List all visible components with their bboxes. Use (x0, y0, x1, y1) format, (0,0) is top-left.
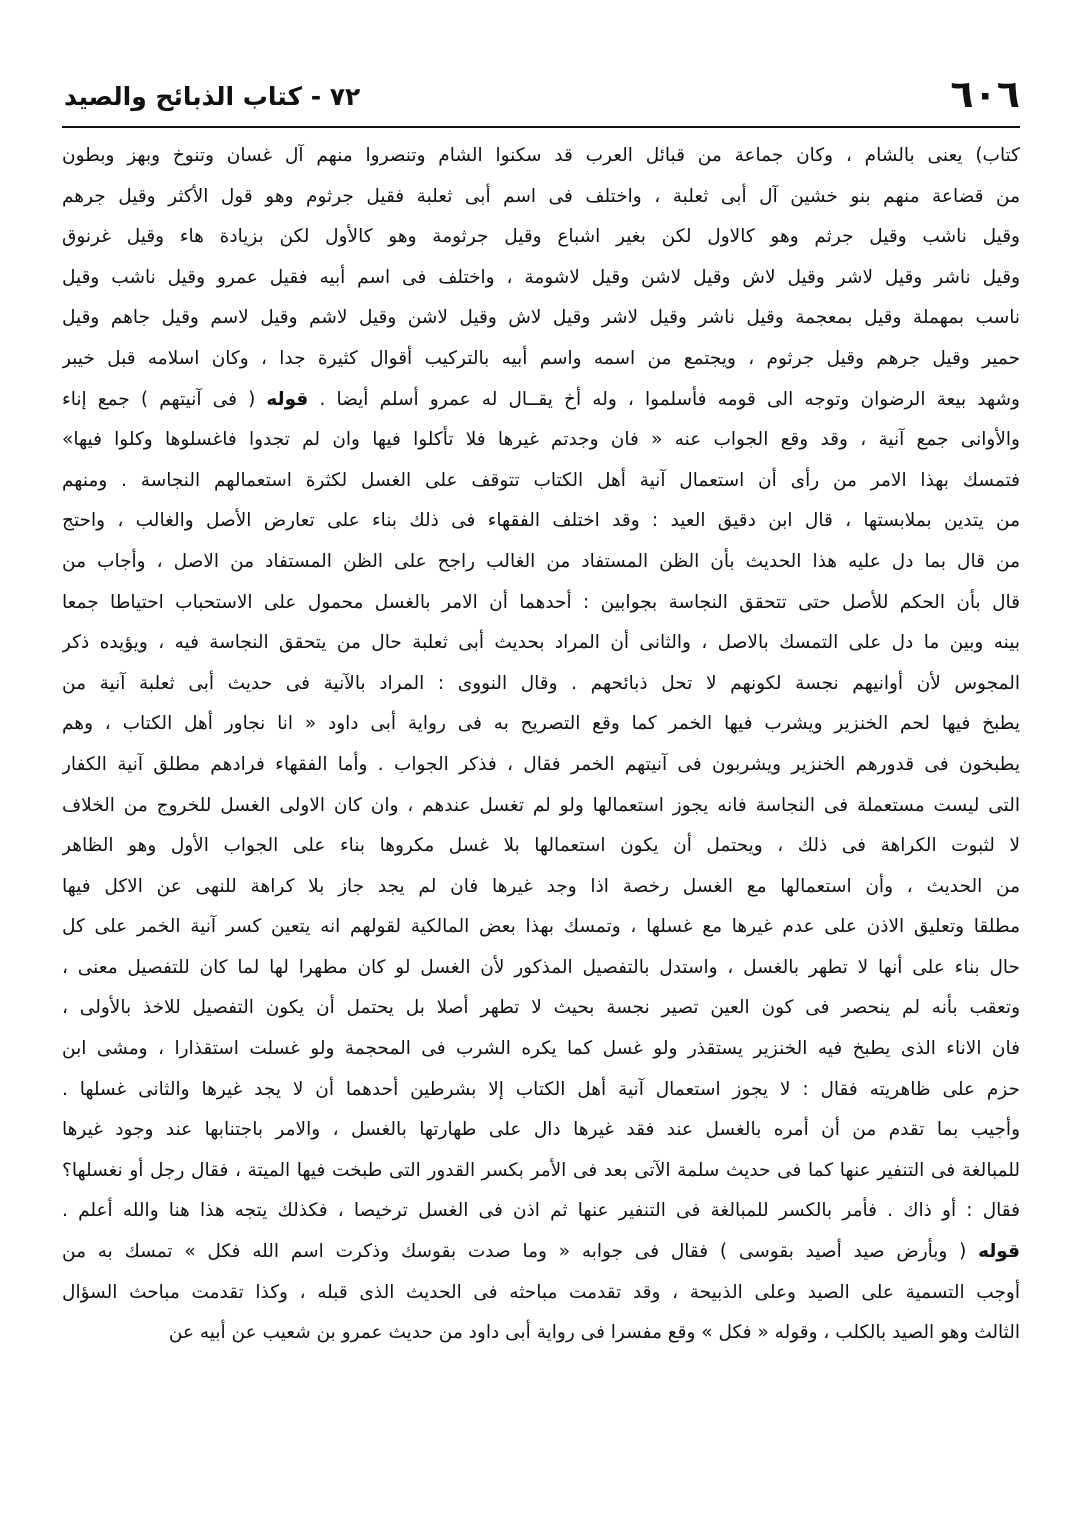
text-segment: كتاب) يعنى بالشام ، وكان جماعة من قبائل العرب قد سكنوا الشام وتنصروا منهم آل غسان وتنوخ وبهز وبطون (62, 145, 1020, 166)
text-segment: للمبالغة فى التنفير عنها كما فى حديث سلمة الآتى بعد فى الأمر بكسر القدور التى طبخت فيها الميتة ، فقال رجل أو نغسلها؟ (62, 1159, 1020, 1181)
keyword-qawluh: قوله (978, 1241, 1020, 1263)
text-segment: أوجب التسمية على الصيد وعلى الذبيحة ، وقد تقدمت مباحثه فى الحديث الذى قبله ، وكذا تقدمت مباحث السؤال (62, 1281, 1020, 1303)
text-line (62, 380, 1020, 421)
text-line (62, 948, 1020, 989)
text-line (62, 1273, 1020, 1314)
text-line (62, 826, 1020, 867)
text-line (62, 461, 1020, 502)
text-segment: حزم على ظاهريته فقال : لا يجوز استعمال آنية أهل الكتاب إلا بشرطين أحدهما أن لا يجد غيرها والثانى غسلها . (62, 1078, 1020, 1100)
text-segment: ناسب بمهملة وقيل بمعجمة وقيل ناشر وقيل لاشر وقيل لاش وقيل لاشن وقيل لاشم وقيل لاسم وقيل جاهم وقيل (62, 307, 1020, 329)
running-title: ٧٢ - كتاب الذبائح والصيد (64, 82, 361, 111)
text-line (62, 664, 1020, 705)
text-segment: من قضاعة منهم بنو خشين آل أبى ثعلبة ، واختلف فى اسم أبى ثعلبة فقيل جرثوم وهو قول الأكثر وقيل جرهم (62, 185, 1020, 207)
keyword-qawluh: قوله (266, 388, 309, 410)
text-segment: من الحديث ، وأن استعمالها مع الغسل رخصة اذا وجد غيرها فان لم يجد جاز بلا كراهة للنهى عن الاكل فيها (62, 875, 1020, 897)
text-line (62, 1313, 1020, 1354)
text-segment: فتمسك بهذا الامر من رأى أن استعمال آنية أهل الكتاب تتوقف على الغسل لكثرة استعمالهم النجاسة . ومنهم (62, 469, 1020, 491)
text-line (62, 745, 1020, 786)
text-line (62, 907, 1020, 948)
text-line (62, 1029, 1020, 1070)
text-line (62, 501, 1020, 542)
text-segment: وقيل ناشر وقيل لاشر وقيل لاش وقيل لاشن وقيل لاشومة ، واختلف فى اسم أبيه فقيل عمرو وقيل ناشب وقيل (62, 266, 1020, 288)
text-line (62, 1191, 1020, 1232)
text-line (62, 217, 1020, 258)
text-line (62, 988, 1020, 1029)
text-segment: حمير وقيل جرهم وقيل جرثوم ، ويجتمع من اسمه واسم أبيه بالتركيب أقوال كثيرة جدا ، وكان اسلامه قبل خيبر (62, 347, 1020, 369)
text-segment: ( فى آنيتهم ) جمع إناء (62, 388, 267, 410)
text-segment: فقال : أو ذاك . فأمر بالكسر للمبالغة فى التنفير عنها ثم اذن فى الغسل ترخيصا ، فكذلك يتجه هذا هنا والله أعلم . (62, 1200, 1020, 1222)
text-segment: من قال بما دل عليه هذا الحديث بأن الظن المستفاد من الغالب راجح على الظن المستفاد من الاصل ، وأجاب من (62, 550, 1020, 572)
header-rule (62, 126, 1020, 128)
text-segment: مطلقا وتعليق الاذن على عدم غيرها مع غسلها ، وتمسك بهذا بعض المالكية لقولهم انه يتعين كسر آنية الخمر على كل (62, 916, 1020, 938)
text-line (62, 786, 1020, 827)
text-segment: ( وبأرض صيد أصيد بقوسى ) فقال فى جوابه « وما صدت بقوسك وذكرت اسم الله فكل » تمسك به من (62, 1241, 979, 1263)
text-segment: والأوانى جمع آنية ، وقد وقع الجواب عنه « فان وجدتم غيرها فلا تأكلوا فيها وان لم تجدوا فاغسلوها وكلوا فيها» (62, 429, 1020, 451)
text-segment: وأجيب بما تقدم من أن أمره بالغسل عند فقد غيرها دال على طهارتها بالغسل ، والامر باجتنابها عند وجود غيرها (62, 1119, 1020, 1141)
text-line (62, 136, 1020, 177)
text-segment: وتعقب بأنه لم ينحصر فى كون العين تصير نجسة بحيث لا تطهر أصلا بل يحتمل أن يكون التفصيل للاخذ بالأولى ، (62, 997, 1020, 1019)
text-line (62, 1151, 1020, 1192)
text-line (62, 1110, 1020, 1151)
text-segment: الثالث وهو الصيد بالكلب ، وقوله « فكل » وقع مفسرا فى رواية أبى داود من حديث عمرو بن شعيب عن أبيه عن (168, 1322, 1020, 1344)
text-line (62, 704, 1020, 745)
text-segment: يطبخ فيها لحم الخنزير ويشرب فيها الخمر كما وقع التصريح به فى رواية أبى داود « انا نجاور أهل الكتاب ، وهم (62, 713, 1020, 735)
text-segment: حال بناء على أنها لا تطهر بالغسل ، واستدل بالتفصيل المذكور لأن الغسل لو كان مطهرا لها لما كان للتفصيل معنى ، (62, 956, 1020, 978)
text-segment: لا لثبوت الكراهة فى ذلك ، ويحتمل أن يكون استعمالها بلا غسل مكروها بناء على الجواب الأول وهو الظاهر (62, 835, 1020, 857)
body-text (62, 136, 1020, 1354)
text-line (62, 1232, 1020, 1273)
text-segment: من يتدين بملابستها ، قال ابن دقيق العيد : وقد اختلف الفقهاء فى ذلك بناء على تعارض الأصل والغالب ، واحتج (62, 510, 1020, 532)
text-segment: التى ليست مستعملة فى النجاسة فانه يجوز استعمالها ولو لم تغسل عندهم ، وان كان الاولى الغسل للخروج من الخلاف (62, 794, 1020, 816)
text-segment: فان الاناء الذى يطبخ فيه الخنزير يستقذر ولو غسل كما يكره الشرب فى المحجمة ولو غسلت استقذارا ، ومشى ابن (62, 1038, 1020, 1060)
text-segment: بينه وبين ما دل على التمسك بالاصل ، والثانى أن المراد بحديث أبى ثعلبة حال من يتحقق النجاسة فيه ، ويؤيده ذكر (62, 632, 1020, 654)
text-segment: وقيل ناشب وقيل جرثم وهو كالاول لكن بغير اشباع وقيل جرثومة وهو كالأول لكن بزيادة هاء وقيل غرنوق (62, 226, 1020, 248)
text-line (62, 583, 1020, 624)
text-segment: يطبخون فى قدورهم الخنزير ويشربون فى آنيتهم الخمر فقال ، فذكر الجواب . وأما الفقهاء فرادهم مطلق آنية الكفار (62, 753, 1020, 775)
text-line (62, 298, 1020, 339)
page-header (62, 72, 1020, 124)
text-line (62, 1070, 1020, 1111)
text-segment: قال بأن الحكم للأصل حتى تتحقق النجاسة بجوابين : أحدهما أن الامر بالغسل محمول على الاستحباب احتياطا جمعا (62, 591, 1020, 613)
text-line (62, 177, 1020, 218)
text-line (62, 339, 1020, 380)
page-number: ٦٠٦ (950, 72, 1020, 116)
text-segment: المجوس لأن أوانيهم نجسة لكونهم لا تحل ذبائحهم . وقال النووى : المراد بالآنية فى حديث أبى ثعلبة آنية من (62, 672, 1020, 694)
text-line (62, 420, 1020, 461)
text-segment: وشهد بيعة الرضوان وتوجه الى قومه فأسلموا ، وله أخ يقــال له عمرو أسلم أيضا . (308, 388, 1020, 410)
text-line (62, 623, 1020, 664)
text-line (62, 867, 1020, 908)
text-line (62, 258, 1020, 299)
text-line (62, 542, 1020, 583)
